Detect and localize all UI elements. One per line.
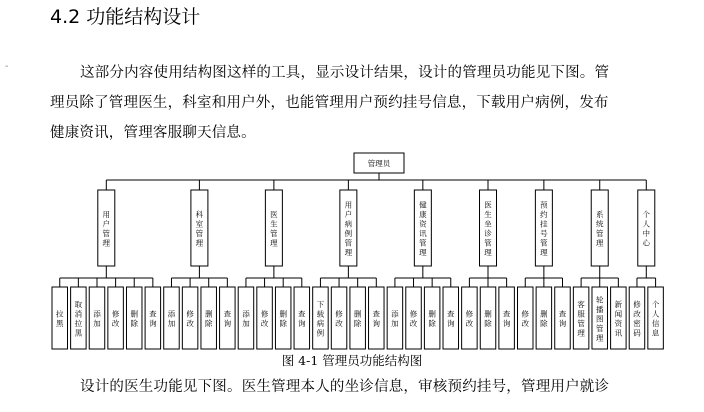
leaf-label <box>447 309 455 329</box>
module-label-char: 号 <box>540 229 548 238</box>
module-label-char: 管 <box>270 229 278 238</box>
module-label-char: 个 <box>642 210 651 219</box>
module-label-char: 病 <box>344 219 353 229</box>
leaf-label-char: 例 <box>316 328 325 338</box>
leaf-label-char: 删 <box>204 309 213 319</box>
leaf-label <box>186 309 194 329</box>
leaf-label-char: 删 <box>130 309 138 319</box>
module-label <box>540 201 548 258</box>
leaf-label <box>466 309 474 329</box>
paragraph-line: 这部分内容使用结构图这样的工具，显示设计结果，设计的管理员功能见下图。管 <box>80 65 610 81</box>
leaf-label-char: 删 <box>428 309 436 319</box>
module-label <box>643 209 651 248</box>
leaf-label <box>149 309 157 329</box>
leaf-label-char: 理 <box>577 328 585 338</box>
leaf-label-char: 新 <box>614 300 623 309</box>
leaf-label <box>373 309 381 329</box>
leaf-label-char: 改 <box>465 319 474 328</box>
module-label-char: 管 <box>484 238 492 248</box>
module-label <box>484 201 492 258</box>
leaf-label <box>391 309 399 329</box>
doctor-paragraph <box>50 372 658 402</box>
module-label-char: 诊 <box>484 229 492 238</box>
leaf-label <box>298 309 306 329</box>
leaf-label-char: 改 <box>111 319 120 328</box>
module-label-char: 心 <box>642 238 651 248</box>
leaf-label <box>428 309 436 329</box>
leaf-label-char: 修 <box>260 309 269 319</box>
leaf-label <box>596 294 604 342</box>
leaf-label <box>540 309 548 329</box>
module-label-char: 健 <box>419 200 427 210</box>
leaf-label <box>168 309 176 329</box>
leaf-label <box>279 309 287 329</box>
leaf-label <box>522 309 530 329</box>
leaf-label-char: 询 <box>149 319 157 328</box>
paragraph-line: 设计的医生功能见下图。医生管理本人的坐诊信息，审核预约挂号，管理用户就诊 <box>80 379 610 395</box>
leaf-label-char: 播 <box>595 304 604 314</box>
leaf-label-char: 加 <box>391 319 399 328</box>
module-label-char: 统 <box>595 219 604 229</box>
module-label-char: 中 <box>642 229 651 238</box>
leaf-label-char: 添 <box>391 309 399 319</box>
leaf-label-char: 添 <box>167 309 176 319</box>
module-label-char: 康 <box>419 210 427 219</box>
leaf-label-char: 查 <box>149 309 157 319</box>
leaf-label <box>559 309 567 329</box>
leaf-label <box>633 299 641 338</box>
module-label-char: 医 <box>270 210 278 219</box>
module-label-char: 讯 <box>419 229 427 238</box>
module-label-char: 理 <box>102 238 111 248</box>
leaf-label-char: 人 <box>651 309 660 319</box>
leaf-label-char: 改 <box>186 319 194 328</box>
leaf-label-char: 载 <box>316 309 325 319</box>
leaf-label <box>652 299 660 338</box>
module-label-char: 生 <box>270 219 278 229</box>
module-label-char: 理 <box>484 248 492 257</box>
module-label <box>103 210 111 248</box>
leaf-label-char: 下 <box>316 300 325 309</box>
leaf-label-char: 修 <box>409 309 418 319</box>
leaf-label-char: 修 <box>335 309 343 319</box>
module-label-char: 用 <box>344 200 353 210</box>
leaf-label-char: 拉 <box>56 309 64 319</box>
leaf-label-char: 除 <box>353 319 362 328</box>
module-label-char: 管 <box>595 229 604 238</box>
module-label <box>596 209 604 248</box>
leaf-label-char: 查 <box>447 309 455 319</box>
leaf-label-char: 除 <box>204 319 213 328</box>
leaf-label-char: 加 <box>167 319 176 328</box>
leaf-label-char: 信 <box>651 319 660 328</box>
leaf-label-char: 修 <box>111 309 120 319</box>
module-label-char: 人 <box>642 219 651 229</box>
module-label-char: 管 <box>195 229 204 238</box>
module-label <box>270 210 278 248</box>
leaf-label-char: 除 <box>540 319 548 328</box>
leaf-label-char: 消 <box>74 309 83 319</box>
module-label-char: 坐 <box>484 219 492 229</box>
leaf-label-char: 询 <box>558 319 567 328</box>
leaf-label-char: 改 <box>521 319 529 328</box>
leaf-label-char: 询 <box>223 319 232 328</box>
leaf-label-char: 息 <box>651 328 660 338</box>
module-label-char: 预 <box>540 200 548 210</box>
leaf-label-char: 查 <box>502 309 511 319</box>
leaf-label-char: 删 <box>353 309 362 319</box>
leaf-label-char: 病 <box>316 319 325 328</box>
leaf-label <box>577 299 585 338</box>
leaf-label-char: 除 <box>484 319 492 328</box>
module-label-char: 管 <box>344 238 353 248</box>
leaf-label <box>93 309 101 329</box>
leaf-label-char: 询 <box>372 319 381 328</box>
leaf-label-char: 修 <box>465 309 474 319</box>
leaf-label <box>242 309 250 329</box>
leaf-label-char: 个 <box>651 300 660 309</box>
leaf-label <box>503 309 511 329</box>
leaf-label-char: 轮 <box>595 295 604 305</box>
leaf-label-char: 客 <box>577 300 585 309</box>
leaf-label <box>354 309 362 329</box>
leaf-label <box>615 299 623 338</box>
paragraph-line: 健康资讯，管理客服聊天信息。 <box>50 125 256 141</box>
leaf-label-char: 资 <box>614 319 623 328</box>
leaf-label <box>75 300 83 338</box>
module-label-char: 理 <box>195 238 204 248</box>
module-label-char: 生 <box>484 210 492 219</box>
leaf-label-char: 删 <box>540 309 548 319</box>
leaf-label <box>224 309 232 329</box>
leaf-label-char: 理 <box>595 333 604 343</box>
leaf-label-char: 管 <box>595 323 604 333</box>
module-label <box>196 209 204 248</box>
leaf-label <box>261 309 269 329</box>
module-label-char: 理 <box>595 238 604 248</box>
module-label-char: 例 <box>344 229 353 238</box>
leaf-label-char: 查 <box>298 309 306 319</box>
module-label-char: 户 <box>344 210 353 219</box>
module-label-char: 理 <box>419 248 427 257</box>
leaf-label-char: 修 <box>521 309 529 319</box>
leaf-label-char: 图 <box>595 314 604 324</box>
leaf-label-char: 黑 <box>74 328 83 338</box>
leaf-label-char: 删 <box>484 309 492 319</box>
leaf-label-char: 添 <box>93 309 101 319</box>
leaf-label-char: 管 <box>577 319 585 328</box>
module-label-char: 理 <box>270 238 278 248</box>
leaf-label-char: 查 <box>372 309 381 319</box>
leaf-label-char: 加 <box>93 319 101 328</box>
leaf-label-char: 讯 <box>614 328 623 338</box>
module-label-char: 约 <box>540 210 548 219</box>
module-label-char: 用 <box>102 210 111 219</box>
module-label-char: 理 <box>540 248 548 257</box>
module-label-char: 管 <box>540 238 548 248</box>
module-label-char: 资 <box>419 219 427 229</box>
module-label-char: 室 <box>195 219 204 229</box>
root-node-label: 管理员 <box>367 159 391 168</box>
leaf-label-char: 除 <box>130 319 138 328</box>
leaf-label-char: 删 <box>279 309 287 319</box>
leaf-label-char: 改 <box>260 319 269 328</box>
leaf-label-char: 修 <box>186 309 194 319</box>
leaf-label-char: 闻 <box>614 309 623 319</box>
module-label-char: 系 <box>595 210 604 219</box>
leaf-label-char: 查 <box>223 309 232 319</box>
leaf-label-char: 改 <box>409 319 418 328</box>
leaf-label-char: 添 <box>242 309 250 319</box>
module-label-char: 科 <box>195 210 204 219</box>
leaf-label-char: 黑 <box>56 319 64 328</box>
leaf-label-char: 查 <box>558 309 567 319</box>
leaf-label-char: 改 <box>633 309 641 319</box>
leaf-label-char: 拉 <box>74 319 83 328</box>
leaf-label <box>112 309 120 329</box>
leaf-label-char: 密 <box>633 319 641 328</box>
leaf-label <box>205 309 213 329</box>
section-heading: 4.2 功能结构设计 <box>50 6 201 28</box>
leaf-label-char: 询 <box>298 319 306 328</box>
leaf-label <box>410 309 418 329</box>
figure-caption: 图 4-1 管理员功能结构图 <box>281 353 423 368</box>
leaf-label-char: 取 <box>74 300 83 309</box>
module-label-char: 户 <box>102 219 111 229</box>
module-label <box>419 200 427 258</box>
module-label-char: 理 <box>344 248 353 257</box>
leaf-label-char: 除 <box>279 319 287 328</box>
leaf-label-char: 修 <box>633 300 641 309</box>
leaf-label <box>317 300 325 338</box>
leaf-label <box>130 309 138 329</box>
leaf-label-char: 改 <box>335 319 343 328</box>
module-label-char: 管 <box>419 238 427 248</box>
leaf-label <box>335 309 343 329</box>
margin-mark: - <box>5 61 9 72</box>
leaf-label <box>484 309 492 329</box>
leaf-label-char: 码 <box>633 328 641 338</box>
leaf-label-char: 加 <box>242 319 250 328</box>
leaf-label-char: 服 <box>577 309 585 319</box>
module-label-char: 挂 <box>540 219 548 229</box>
leaf-label-char: 除 <box>428 319 436 328</box>
leaf-label-char: 询 <box>502 319 511 328</box>
module-label-char: 管 <box>102 229 111 238</box>
leaf-label-char: 询 <box>447 319 455 328</box>
paragraph-line: 理员除了管理医生，科室和用户外，也能管理用户预约挂号信息，下载用户病例，发布 <box>50 95 609 111</box>
module-label <box>345 201 353 258</box>
leaf-label <box>56 309 64 329</box>
module-label-char: 医 <box>484 200 492 210</box>
